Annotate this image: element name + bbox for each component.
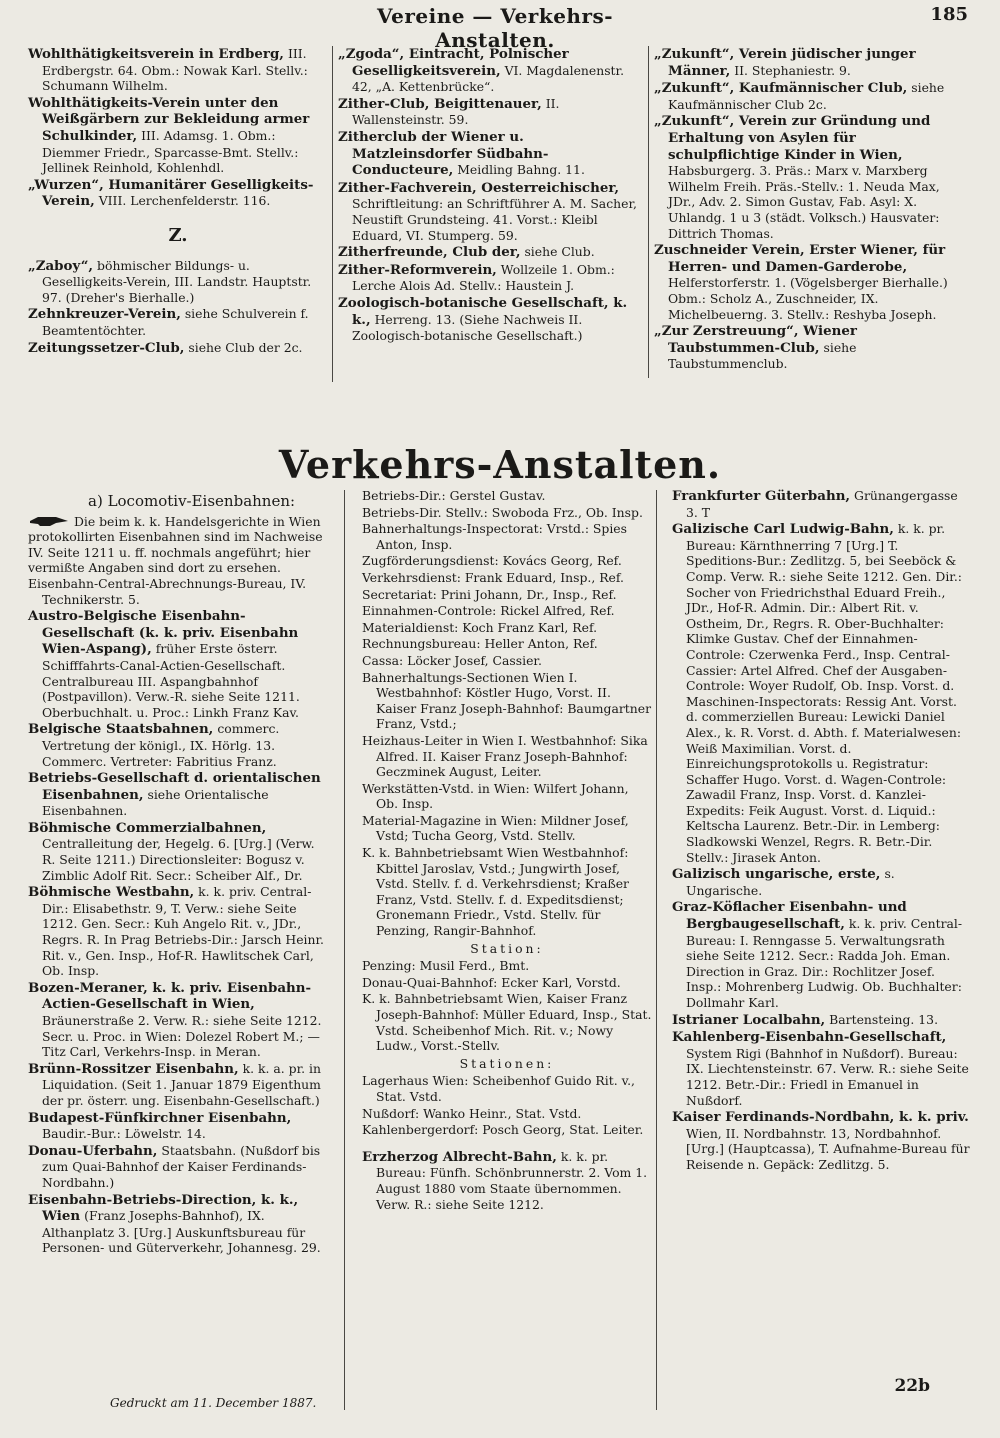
editorial-note-text: Die beim k. k. Handelsgerichte in Wien protokollirten Eisenbahnen sind im Nachweise IV. Seite 1211 u. ff. nochmals angeführt; hier vermißte Angaben sind dort zu ersehen. <box>28 513 323 576</box>
top-column-3 <box>654 46 970 426</box>
bottom-column-3 <box>672 488 972 1408</box>
directory-entry <box>28 980 328 1060</box>
entry-body: (Franz Josephs-Bahnhof), IX. Althanplatz 3. [Urg.] Auskunftsbureau für Personen- und Güterverkehr, Johannesg. 29. <box>42 1208 321 1256</box>
entry-heading: Budapest-Fünfkirchner Eisenbahn, <box>28 1109 292 1126</box>
entry-heading: „Zukunft“, Verein jüdischer junger Männer, <box>654 46 916 79</box>
entry-heading: Zeitungssetzer-Club, <box>28 339 185 356</box>
section-title: Verkehrs-Anstalten. <box>278 442 722 487</box>
directory-line: K. k. Bahnbetriebsamt Wien, Kaiser Franz Joseph-Bahnhof: Müller Eduard, Insp., Stat. Vstd. Scheibenhof Mich. Rit. v.; Nowy Ludw., Vorst.-Stellv. <box>362 991 652 1054</box>
directory-entry <box>28 884 328 979</box>
entry-heading: Kahlenberg-Eisenbahn-Gesellschaft, <box>672 1029 947 1046</box>
directory-line: Einnahmen-Controle: Rickel Alfred, Ref. <box>362 603 615 619</box>
directory-entry <box>654 80 970 112</box>
entry-body: Meidling Bahng. 11. <box>457 162 585 178</box>
bottom-column-1 <box>28 488 328 1408</box>
bottom-col1-entries <box>28 576 328 1256</box>
entry-body: III. Erdbergstr. 64. Obm.: Nowak Karl. Stellv.: Schumann Wilhelm. <box>42 46 308 94</box>
page-number: 185 <box>930 4 968 25</box>
entry-heading: Kaiser Ferdinands-Nordbahn, k. k. priv. <box>672 1109 969 1126</box>
directory-line: Bahnerhaltungs-Inspectorat: Vrstd.: Spies Anton, Insp. <box>362 521 628 552</box>
directory-line: Werkstätten-Vstd. in Wien: Wilfert Johann, Ob. Insp. <box>362 780 629 812</box>
entry-heading: Bozen-Meraner, k. k. priv. Eisenbahn-Actien-Gesellschaft in Wien, <box>28 979 312 1013</box>
directory-entry <box>28 721 328 769</box>
entry-body: Grünangergasse 3. T <box>686 488 958 520</box>
top-col2-entries <box>338 46 642 344</box>
entry-body: Wollzeile 1. Obm.: Lerche Alois Ad. Stellv.: Haustein J. <box>352 261 615 294</box>
entry-heading: „Zgoda“, Eintracht, Polnischer Geselligkeitsverein, <box>338 46 569 79</box>
entry-heading: Zither-Fachverein, Oesterreichischer, <box>338 179 620 196</box>
directory-entry <box>672 899 972 1010</box>
entry-body: III. Adamsg. 1. Obm.: Diemmer Friedr., Sparcasse-Bmt. Stellv.: Jellinek Reinhold, Kohlenhdl. <box>42 127 299 176</box>
directory-entry <box>28 306 328 338</box>
directory-line: Heizhaus-Leiter in Wien I. Westbahnhof: Sika Alfred. II. Kaiser Franz Joseph-Bahnhof: Geczminek August, Leiter. <box>362 732 648 780</box>
directory-entry <box>672 488 972 520</box>
entry-body: siehe Kaufmännischer Club 2c. <box>668 80 945 112</box>
entry-heading: Galizisch ungarische, erste, <box>672 866 881 883</box>
entry-body: Centralleitung der, Hegelg. 6. [Urg.] (Verw. R. Seite 1211.) Directionsleiter: Bogusz v. Zimblic Adolf Rit. Secr.: Scheiber Alf., Dr. <box>42 836 315 883</box>
entry-body: Staatsbahn. (Nußdorf bis zum Quai-Bahnhof der Kaiser Ferdinands-Nordbahn.) <box>42 1142 321 1190</box>
directory-line: Betriebs-Dir.: Gerstel Gustav. <box>362 488 546 503</box>
entry-body: VI. Magdalenenstr. 42, „A. Kettenbrücke“. <box>352 62 625 95</box>
top-column-1 <box>28 46 328 426</box>
stations-heading: Stationen: <box>459 1055 555 1071</box>
directory-line: Rechnungsbureau: Heller Anton, Ref. <box>362 636 598 652</box>
entry-body: k. k. pr. Bureau: Kärnthnerring 7 [Urg.] T. Speditions-Bur.: Zedlitzg. 5, bei Seeböck & Comp. Verw. R.: siehe Seite 1212. Gen. Dir.: Socher von Friedrichsthal Eduard Freih., JDr., Hof-R. Admin. Dir.: Albert Rit. v. Ostheim, Dr., Regrs. R. Ober-Buchhalter: Klimke Gustav. Chef der Einnahmen-Controle: Czerwenka Ferd., Insp. Central-Cassier: Artel Alfred. Chef der Ausgaben-Controle: Woyer Rudolf, Ob. Insp. Vorst. d. Maschinen-Inspectorats: Ressig Ant. Vorst. d. commerziellen Bureau: Lewicki Daniel Alex., k. R. Vorst. d. Abth. f. Materialwesen: Weiß Maximilian. Vorst. d. Einreichungsprotokolls u. Registratur: Schaffer Hugo. Vorst. d. Wagen-Controle: Zawadil Franz, Insp. Vorst. d. Kanzlei-Expedits: Feik August. Vorst. d. Liquid.: Keltscha Laurenz. Betr.-Dir. in Lemberg: Sladkowski Wenzel, Regrs. R. Betr.-Dir. Stellv.: Jirasek Anton. <box>686 521 962 865</box>
directory-entry <box>338 180 642 243</box>
entry-body: k. k. pr. Bureau: Fünfh. Schönbrunnerstr. 2. Vom 1. August 1880 vom Staate übernommen. Verw. R.: siehe Seite 1212. <box>376 1148 648 1212</box>
entry-body: siehe Club. <box>524 244 595 260</box>
entry-body: Eisenbahn-Central-Abrechnungs-Bureau, IV. Technikerstr. 5. <box>28 575 307 607</box>
entry-heading: Belgische Staatsbahnen, <box>28 721 214 738</box>
directory-entry <box>654 242 970 322</box>
entry-heading: Zehnkreuzer-Verein, <box>28 306 181 323</box>
bottom-col2b-lines <box>362 958 652 1054</box>
entry-body: böhmischer Bildungs- u. Geselligkeits-Verein, III. Landstr. Hauptstr. 97. (Dreher's Bierhalle.) <box>42 257 312 305</box>
entry-body: Bräunerstraße 2. Verw. R.: siehe Seite 1212. Secr. u. Proc. in Wien: Dolezel Robert M.; — Titz Carl, Verkehrs-Insp. in Meran. <box>42 1013 322 1060</box>
directory-entry <box>338 129 642 179</box>
directory-entry <box>654 46 970 79</box>
directory-line: Secretariat: Prini Johann, Dr., Insp., Ref. <box>362 586 617 602</box>
directory-entry <box>28 576 328 607</box>
column-rule <box>656 490 657 1410</box>
directory-entry <box>362 1149 652 1212</box>
directory-entry <box>28 340 328 357</box>
entry-heading: Betriebs-Gesellschaft d. orientalischen Eisenbahnen, <box>28 770 321 803</box>
sheet-signature: 22b <box>894 1376 930 1396</box>
printed-date: Gedruckt am 11. December 1887. <box>110 1396 317 1410</box>
entry-heading: Wohlthätigkeits-Verein unter den Weißgärbern zur Bekleidung armer Schulkinder, <box>28 94 310 144</box>
column-rule <box>648 46 649 378</box>
entry-heading: Böhmische Westbahn, <box>28 884 195 901</box>
directory-entry <box>338 295 642 344</box>
entry-heading: Zitherclub der Wiener u. Matzleinsdorfer Südbahn-Conducteure, <box>338 128 549 179</box>
directory-entry <box>672 521 972 865</box>
directory-entry <box>28 258 328 306</box>
top-col3-entries <box>654 46 970 372</box>
directory-entry <box>654 113 970 241</box>
entry-body: siehe Schulverein f. Beamtentöchter. <box>42 306 309 338</box>
directory-line: Materialdienst: Koch Franz Karl, Ref. <box>362 619 598 635</box>
entry-heading: Galizische Carl Ludwig-Bahn, <box>672 521 894 538</box>
entry-body: siehe Club der 2c. <box>188 339 303 355</box>
entry-body: k. k. a. pr. in Liquidation. (Seit 1. Januar 1879 Eigenthum der pr. österr. ung. Eisenbahn-Gesellschaft.) <box>42 1060 321 1108</box>
bottom-col3-entries <box>672 488 972 1173</box>
entry-body: VIII. Lerchenfelderstr. 116. <box>98 193 271 209</box>
directory-entry <box>338 96 642 128</box>
column-rule <box>332 46 333 382</box>
column-rule <box>344 490 345 1410</box>
entry-heading: Austro-Belgische Eisenbahn-Gesellschaft (k. k. priv. Eisenbahn Wien-Aspang), <box>28 608 299 658</box>
directory-line: Cassa: Löcker Josef, Cassier. <box>362 652 542 668</box>
directory-line: Penzing: Musil Ferd., Bmt. <box>362 958 530 974</box>
entry-heading: „Zur Zerstreuung“, Wiener Taubstummen-Club, <box>654 323 857 356</box>
top-col1b-entries <box>28 258 328 357</box>
entry-heading: Wohlthätigkeitsverein in Erdberg, <box>28 46 284 62</box>
directory-entry <box>672 866 972 898</box>
entry-heading: Eisenbahn-Betriebs-Direction, k. k., Wien <box>28 1191 299 1225</box>
entry-body: s. Ungarische. <box>686 866 895 898</box>
entry-body: Herreng. 13. (Siehe Nachweis II. Zoologisch-botanische Gesellschaft.) <box>352 311 583 344</box>
running-head: Vereine — Verkehrs-Anstalten. <box>376 4 614 52</box>
entry-heading: „Zukunft“, Verein zur Gründung und Erhaltung von Asylen für schulpflichtige Kinder in Wien, <box>654 113 931 163</box>
directory-line: Verkehrsdienst: Frank Eduard, Insp., Ref. <box>362 569 624 585</box>
directory-entry <box>28 1061 328 1109</box>
bottom-col2a-lines <box>362 488 652 939</box>
entry-heading: Zitherfreunde, Club der, <box>338 244 521 261</box>
directory-line: K. k. Bahnbetriebsamt Wien Westbahnhof: Kbittel Jaroslav, Vstd.; Jungwirth Josef, Vstd. Stellv. f. d. Verkehrsdienst; Kraßer Franz, Vstd. Stellv. f. d. Expeditsdienst; Gronemann Friedr., Vstd. Stellv. für Penzing, Rangir-Bahnhof. <box>362 845 629 939</box>
directory-entry <box>28 46 328 94</box>
entry-body: Bartensteing. 13. <box>829 1011 939 1027</box>
entry-body: II. Stephaniestr. 9. <box>734 62 851 78</box>
entry-heading: Istrianer Localbahn, <box>672 1011 826 1028</box>
entry-body: k. k. priv. Central-Bureau: I. Renngasse 5. Verwaltungsrath siehe Seite 1212. Secr.: Radda Joh. Eman. Direction in Graz. Dir.: Rochlitzer Josef. Insp.: Mohrenberg Ludwig. Ob. Buchhalter: Dollmahr Karl. <box>686 916 963 1010</box>
directory-entry <box>28 1192 328 1256</box>
entry-heading: Erzherzog Albrecht-Bahn, <box>362 1148 557 1165</box>
entry-heading: Böhmische Commerzialbahnen, <box>28 819 267 836</box>
station-heading: Station: <box>470 940 544 956</box>
directory-line: Bahnerhaltungs-Sectionen Wien I. Westbahnhof: Köstler Hugo, Vorst. II. Kaiser Franz Joseph-Bahnhof: Baumgartner Franz, Vstd.; <box>362 669 652 732</box>
directory-entry <box>654 323 970 372</box>
directory-entry <box>28 608 328 720</box>
bottom-column-2 <box>362 488 652 1408</box>
entry-heading: Donau-Uferbahn, <box>28 1142 158 1159</box>
directory-entry <box>28 1110 328 1142</box>
entry-heading: Zoologisch-botanische Gesellschaft, k. k., <box>338 294 628 328</box>
entry-heading: Frankfurter Güterbahn, <box>672 488 851 504</box>
directory-entry <box>672 1012 972 1029</box>
subsection-heading: a) Locomotiv-Eisenbahnen: <box>88 492 296 510</box>
directory-line: Zugförderungsdienst: Kovács Georg, Ref. <box>362 553 622 569</box>
directory-line: Donau-Quai-Bahnhof: Ecker Karl, Vorstd. <box>362 974 621 990</box>
bottom-col2c-lines <box>362 1073 652 1137</box>
entry-body: II. Wallensteinstr. 59. <box>352 95 560 128</box>
entry-heading: Graz-Köflacher Eisenbahn- und Bergbaugesellschaft, <box>672 899 907 933</box>
entry-body: siehe Orientalische Eisenbahnen. <box>42 786 269 819</box>
entry-heading: Brünn-Rossitzer Eisenbahn, <box>28 1060 239 1077</box>
directory-entry <box>672 1109 972 1172</box>
directory-line: Betriebs-Dir. Stellv.: Swoboda Frz., Ob. Insp. <box>362 504 643 520</box>
entry-body: Habsburgerg. 3. Präs.: Marx v. Marxberg Wilhelm Freih. Präs.-Stellv.: 1. Neuda Max, JDr., Adv. 2. Simon Gustav, Fab. Asyl: X. Uhlandg. 1 u 3 (städt. Volksch.) Hausvater: Dittrich Thomas. <box>668 163 940 241</box>
entry-body: siehe Taubstummenclub. <box>668 339 857 372</box>
entry-body: Baudir.-Bur.: Löwelstr. 14. <box>42 1126 206 1142</box>
directory-entry <box>338 244 642 261</box>
entry-heading: Zuschneider Verein, Erster Wiener, für Herren- und Damen-Garderobe, <box>654 242 946 275</box>
directory-line: Kahlenbergerdorf: Posch Georg, Stat. Leiter. <box>362 1122 644 1138</box>
directory-line: Nußdorf: Wanko Heinr., Stat. Vstd. <box>362 1105 582 1121</box>
entry-body: commerc. Vertretung der königl., IX. Hörlg. 13. Commerc. Vertreter: Fabritius Franz. <box>42 721 280 769</box>
entry-body: Helferstorferstr. 1. (Vögelsberger Bierhalle.) Obm.: Scholz A., Zuschneider, IX. Michelbeuerng. 3. Stellv.: Reshyba Joseph. <box>668 275 948 322</box>
section-letter-z: Z. <box>168 224 188 246</box>
entry-body: früher Erste österr. Schifffahrts-Canal-Actien-Gesellschaft. Centralbureau III. Aspangbahnhof (Postpavillon). Verw.-R. siehe Seite 1211. Oberbuchhalt. u. Proc.: Linkh Franz Kav. <box>42 641 300 720</box>
entry-body: Schriftleitung: an Schriftführer A. M. Sacher, Neustift Grundsteing. 41. Vorst.: Kleibl Eduard, VI. Stumperg. 59. <box>352 196 637 243</box>
directory-line: Material-Magazine in Wien: Mildner Josef, Vstd; Tucha Georg, Vstd. Stellv. <box>362 812 629 844</box>
entry-heading: „Zukunft“, Kaufmännischer Club, <box>654 80 908 97</box>
entry-heading: „Wurzen“, Humanitärer Geselligkeits-Verein, <box>28 176 314 210</box>
entry-heading: Zither-Club, Beigittenauer, <box>338 95 542 112</box>
directory-entry <box>28 770 328 819</box>
directory-entry <box>28 820 328 883</box>
directory-entry <box>28 1143 328 1191</box>
directory-entry <box>28 177 328 210</box>
editorial-note <box>28 514 328 576</box>
directory-entry <box>338 262 642 294</box>
bottom-col2d-entries <box>362 1149 652 1212</box>
entry-heading: Zither-Reformverein, <box>338 261 497 278</box>
directory-entry <box>28 95 328 176</box>
top-column-2 <box>338 46 642 426</box>
top-col1-entries <box>28 46 328 210</box>
directory-entry <box>338 46 642 95</box>
entry-body: Wien, II. Nordbahnstr. 13, Nordbahnhof. [Urg.] (Hauptcassa), T. Aufnahme-Bureau für Reisende n. Gepäck: Zedlitzg. 5. <box>686 1125 970 1172</box>
directory-line: Lagerhaus Wien: Scheibenhof Guido Rit. v., Stat. Vstd. <box>362 1073 635 1104</box>
pointing-hand-icon <box>28 514 70 528</box>
entry-body: k. k. priv. Central-Dir.: Elisabethstr. 9, T. Verw.: siehe Seite 1212. Gen. Secr.: Kuh Angelo Rit. v., JDr., Regrs. R. In Prag Betriebs-Dir.: Jarsch Heinr. Rit. v., Gen. Insp., Hof-R. Hawlitschek Carl, Ob. Insp. <box>42 884 324 979</box>
entry-body: System Rigi (Bahnhof in Nußdorf). Bureau: IX. Liechtensteinstr. 67. Verw. R.: siehe Seite 1212. Betr.-Dir.: Friedl in Emanuel in Nußdorf. <box>686 1045 969 1108</box>
entry-heading: „Zaboy“, <box>28 257 94 274</box>
directory-entry <box>672 1029 972 1108</box>
